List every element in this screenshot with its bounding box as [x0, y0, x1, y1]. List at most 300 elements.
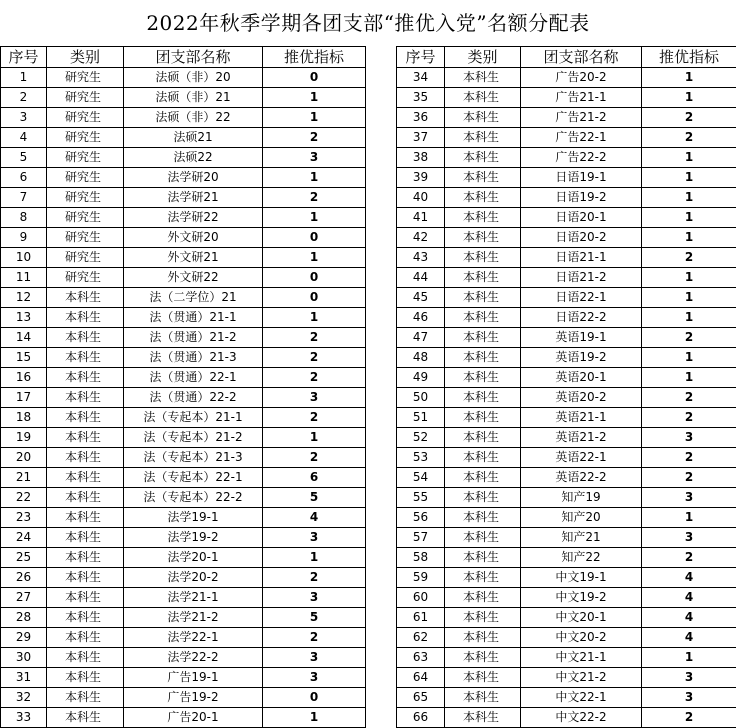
row-quota: 4 [263, 508, 366, 528]
table-row [1, 708, 366, 728]
row-branch-name: 法学20-2 [124, 568, 263, 588]
row-category: 本科生 [47, 308, 124, 328]
row-index: 60 [397, 588, 445, 608]
row-category: 本科生 [47, 668, 124, 688]
row-category: 本科生 [445, 288, 521, 308]
row-quota: 2 [642, 448, 736, 468]
row-branch-name: 日语21-1 [521, 248, 642, 268]
row-branch-name: 广告22-1 [521, 128, 642, 148]
row-category: 本科生 [47, 348, 124, 368]
table-row [1, 388, 366, 408]
row-branch-name: 法（专起本）22-1 [124, 468, 263, 488]
header-index: 序号 [1, 47, 47, 68]
table-row [1, 108, 366, 128]
row-index: 26 [1, 568, 47, 588]
row-quota: 2 [263, 628, 366, 648]
row-branch-name: 法学研21 [124, 188, 263, 208]
row-category: 本科生 [445, 148, 521, 168]
row-branch-name: 中文21-1 [521, 648, 642, 668]
table-row [1, 448, 366, 468]
row-index: 11 [1, 268, 47, 288]
row-quota: 1 [642, 348, 736, 368]
table-row [1, 648, 366, 668]
table-row [397, 68, 736, 88]
table-row [397, 128, 736, 148]
row-index: 57 [397, 528, 445, 548]
table-row [397, 248, 736, 268]
row-branch-name: 法学21-1 [124, 588, 263, 608]
row-category: 本科生 [47, 628, 124, 648]
row-index: 21 [1, 468, 47, 488]
row-index: 35 [397, 88, 445, 108]
row-branch-name: 法硕21 [124, 128, 263, 148]
row-quota: 1 [642, 148, 736, 168]
row-quota: 5 [263, 608, 366, 628]
table-row [1, 88, 366, 108]
row-quota: 2 [642, 548, 736, 568]
row-index: 2 [1, 88, 47, 108]
table-row [1, 228, 366, 248]
row-category: 本科生 [47, 528, 124, 548]
row-index: 55 [397, 488, 445, 508]
row-quota: 2 [263, 368, 366, 388]
row-category: 本科生 [47, 368, 124, 388]
row-category: 本科生 [445, 468, 521, 488]
row-category: 本科生 [47, 548, 124, 568]
row-category: 本科生 [445, 448, 521, 468]
table-row [1, 248, 366, 268]
row-category: 本科生 [445, 188, 521, 208]
table-row [1, 608, 366, 628]
row-branch-name: 中文20-1 [521, 608, 642, 628]
row-quota: 1 [263, 248, 366, 268]
row-branch-name: 广告20-2 [521, 68, 642, 88]
row-branch-name: 英语22-2 [521, 468, 642, 488]
row-index: 32 [1, 688, 47, 708]
row-index: 52 [397, 428, 445, 448]
row-quota: 2 [263, 348, 366, 368]
row-quota: 0 [263, 288, 366, 308]
row-category: 本科生 [47, 588, 124, 608]
row-index: 43 [397, 248, 445, 268]
header-quota: 推优指标 [642, 47, 736, 68]
row-category: 本科生 [445, 528, 521, 548]
table-row [1, 188, 366, 208]
row-category: 本科生 [445, 648, 521, 668]
table-row [1, 208, 366, 228]
row-index: 46 [397, 308, 445, 328]
row-index: 61 [397, 608, 445, 628]
row-index: 31 [1, 668, 47, 688]
row-quota: 1 [642, 368, 736, 388]
row-index: 45 [397, 288, 445, 308]
row-quota: 5 [263, 488, 366, 508]
table-row [397, 208, 736, 228]
row-category: 本科生 [445, 308, 521, 328]
row-quota: 3 [263, 148, 366, 168]
header-row [1, 47, 366, 68]
row-branch-name: 法（贯通）21-2 [124, 328, 263, 348]
row-index: 25 [1, 548, 47, 568]
table-row [397, 448, 736, 468]
row-quota: 1 [263, 88, 366, 108]
row-quota: 1 [642, 508, 736, 528]
row-branch-name: 日语22-1 [521, 288, 642, 308]
row-quota: 3 [263, 528, 366, 548]
row-branch-name: 法（贯通）21-3 [124, 348, 263, 368]
row-branch-name: 法学19-2 [124, 528, 263, 548]
row-category: 本科生 [47, 408, 124, 428]
row-branch-name: 广告22-2 [521, 148, 642, 168]
row-quota: 1 [642, 228, 736, 248]
row-category: 研究生 [47, 148, 124, 168]
table-row [397, 288, 736, 308]
row-quota: 2 [263, 128, 366, 148]
row-branch-name: 日语22-2 [521, 308, 642, 328]
row-branch-name: 日语20-2 [521, 228, 642, 248]
row-branch-name: 法学研22 [124, 208, 263, 228]
row-index: 19 [1, 428, 47, 448]
row-quota: 2 [642, 108, 736, 128]
table-row [1, 268, 366, 288]
table-row [1, 428, 366, 448]
row-category: 本科生 [47, 608, 124, 628]
row-quota: 1 [642, 68, 736, 88]
table-row [397, 308, 736, 328]
row-quota: 3 [263, 668, 366, 688]
row-branch-name: 法硕22 [124, 148, 263, 168]
row-index: 59 [397, 568, 445, 588]
row-category: 本科生 [445, 128, 521, 148]
row-quota: 3 [642, 488, 736, 508]
row-index: 66 [397, 708, 445, 728]
table-row [1, 528, 366, 548]
row-index: 13 [1, 308, 47, 328]
row-category: 本科生 [445, 628, 521, 648]
table-row [397, 168, 736, 188]
row-branch-name: 法（二学位）21 [124, 288, 263, 308]
row-category: 研究生 [47, 168, 124, 188]
row-category: 本科生 [47, 388, 124, 408]
row-quota: 1 [263, 548, 366, 568]
row-index: 41 [397, 208, 445, 228]
row-quota: 1 [263, 168, 366, 188]
table-row [397, 688, 736, 708]
row-index: 48 [397, 348, 445, 368]
table-row [397, 408, 736, 428]
row-index: 56 [397, 508, 445, 528]
row-category: 研究生 [47, 208, 124, 228]
row-quota: 0 [263, 688, 366, 708]
row-quota: 2 [263, 408, 366, 428]
row-category: 研究生 [47, 188, 124, 208]
row-quota: 6 [263, 468, 366, 488]
row-quota: 2 [642, 408, 736, 428]
table-row [397, 548, 736, 568]
row-category: 本科生 [445, 88, 521, 108]
row-category: 本科生 [47, 508, 124, 528]
row-index: 49 [397, 368, 445, 388]
row-index: 64 [397, 668, 445, 688]
table-row [397, 508, 736, 528]
row-branch-name: 外文研21 [124, 248, 263, 268]
row-branch-name: 日语21-2 [521, 268, 642, 288]
row-quota: 0 [263, 268, 366, 288]
row-branch-name: 知产20 [521, 508, 642, 528]
table-row [1, 568, 366, 588]
row-branch-name: 中文19-2 [521, 588, 642, 608]
table-row [1, 508, 366, 528]
row-branch-name: 广告19-2 [124, 688, 263, 708]
row-quota: 2 [263, 568, 366, 588]
table-row [1, 628, 366, 648]
row-index: 63 [397, 648, 445, 668]
table-row [1, 408, 366, 428]
table-row [397, 648, 736, 668]
row-quota: 3 [263, 588, 366, 608]
table-row [397, 488, 736, 508]
row-branch-name: 法硕（非）22 [124, 108, 263, 128]
row-index: 3 [1, 108, 47, 128]
row-branch-name: 中文19-1 [521, 568, 642, 588]
row-category: 研究生 [47, 88, 124, 108]
quota-tables [0, 46, 736, 727]
row-index: 9 [1, 228, 47, 248]
row-quota: 2 [642, 328, 736, 348]
table-row [397, 668, 736, 688]
row-category: 本科生 [445, 708, 521, 728]
row-quota: 1 [642, 288, 736, 308]
row-category: 本科生 [445, 488, 521, 508]
row-branch-name: 日语20-1 [521, 208, 642, 228]
row-index: 20 [1, 448, 47, 468]
row-quota: 1 [642, 208, 736, 228]
table-row [397, 148, 736, 168]
row-branch-name: 日语19-2 [521, 188, 642, 208]
row-branch-name: 知产21 [521, 528, 642, 548]
row-category: 本科生 [445, 668, 521, 688]
page-title: 2022年秋季学期各团支部“推优入党”名额分配表 [0, 0, 736, 46]
row-index: 34 [397, 68, 445, 88]
row-category: 本科生 [47, 568, 124, 588]
table-row [397, 608, 736, 628]
row-category: 本科生 [445, 428, 521, 448]
row-branch-name: 法学20-1 [124, 548, 263, 568]
row-quota: 1 [642, 268, 736, 288]
table-row [397, 708, 736, 728]
row-index: 53 [397, 448, 445, 468]
row-index: 10 [1, 248, 47, 268]
row-category: 研究生 [47, 128, 124, 148]
row-quota: 4 [642, 588, 736, 608]
row-index: 24 [1, 528, 47, 548]
row-index: 62 [397, 628, 445, 648]
row-branch-name: 英语19-2 [521, 348, 642, 368]
row-category: 本科生 [47, 448, 124, 468]
row-index: 15 [1, 348, 47, 368]
row-index: 22 [1, 488, 47, 508]
row-index: 42 [397, 228, 445, 248]
row-index: 33 [1, 708, 47, 728]
table-row [1, 548, 366, 568]
row-branch-name: 英语19-1 [521, 328, 642, 348]
row-index: 51 [397, 408, 445, 428]
row-index: 54 [397, 468, 445, 488]
row-category: 本科生 [47, 428, 124, 448]
table-row [397, 468, 736, 488]
row-branch-name: 广告20-1 [124, 708, 263, 728]
row-index: 47 [397, 328, 445, 348]
row-index: 4 [1, 128, 47, 148]
table-row [1, 588, 366, 608]
header-row [397, 47, 736, 68]
row-quota: 1 [642, 308, 736, 328]
table-row [397, 88, 736, 108]
row-branch-name: 法学研20 [124, 168, 263, 188]
quota-table-left [0, 46, 366, 728]
table-row [397, 108, 736, 128]
table-row [397, 428, 736, 448]
row-branch-name: 法硕（非）21 [124, 88, 263, 108]
row-branch-name: 广告19-1 [124, 668, 263, 688]
table-row [1, 468, 366, 488]
table-row [397, 228, 736, 248]
row-category: 本科生 [445, 408, 521, 428]
row-quota: 2 [642, 248, 736, 268]
row-quota: 1 [263, 428, 366, 448]
table-row [397, 628, 736, 648]
row-index: 30 [1, 648, 47, 668]
row-category: 本科生 [445, 228, 521, 248]
row-quota: 4 [642, 568, 736, 588]
row-quota: 3 [642, 528, 736, 548]
row-quota: 4 [642, 608, 736, 628]
row-index: 58 [397, 548, 445, 568]
row-category: 研究生 [47, 268, 124, 288]
header-index: 序号 [397, 47, 445, 68]
row-category: 研究生 [47, 68, 124, 88]
row-quota: 1 [263, 708, 366, 728]
row-branch-name: 外文研20 [124, 228, 263, 248]
row-branch-name: 广告21-1 [521, 88, 642, 108]
table-row [1, 488, 366, 508]
row-branch-name: 英语20-2 [521, 388, 642, 408]
row-quota: 1 [642, 168, 736, 188]
header-category: 类别 [47, 47, 124, 68]
row-category: 本科生 [47, 468, 124, 488]
table-row [1, 348, 366, 368]
row-category: 本科生 [445, 68, 521, 88]
row-quota: 1 [263, 108, 366, 128]
row-quota: 2 [642, 388, 736, 408]
row-branch-name: 英语21-2 [521, 428, 642, 448]
row-index: 44 [397, 268, 445, 288]
table-row [397, 528, 736, 548]
row-index: 27 [1, 588, 47, 608]
row-branch-name: 中文22-2 [521, 708, 642, 728]
row-category: 本科生 [445, 208, 521, 228]
row-branch-name: 外文研22 [124, 268, 263, 288]
table-row [1, 168, 366, 188]
row-quota: 1 [263, 308, 366, 328]
row-quota: 3 [642, 428, 736, 448]
row-index: 40 [397, 188, 445, 208]
row-category: 本科生 [445, 608, 521, 628]
row-branch-name: 法（专起本）22-2 [124, 488, 263, 508]
row-quota: 1 [642, 188, 736, 208]
row-category: 本科生 [47, 648, 124, 668]
row-branch-name: 英语21-1 [521, 408, 642, 428]
table-row [397, 388, 736, 408]
row-quota: 2 [263, 448, 366, 468]
table-row [1, 308, 366, 328]
row-index: 23 [1, 508, 47, 528]
row-quota: 2 [642, 128, 736, 148]
row-category: 本科生 [445, 548, 521, 568]
row-branch-name: 日语19-1 [521, 168, 642, 188]
table-row [397, 328, 736, 348]
row-branch-name: 英语22-1 [521, 448, 642, 468]
table-row [397, 568, 736, 588]
row-branch-name: 法（专起本）21-2 [124, 428, 263, 448]
table-row [1, 148, 366, 168]
row-branch-name: 法学21-2 [124, 608, 263, 628]
header-category: 类别 [445, 47, 521, 68]
table-row [1, 128, 366, 148]
row-index: 37 [397, 128, 445, 148]
row-quota: 2 [642, 468, 736, 488]
row-branch-name: 法（贯通）21-1 [124, 308, 263, 328]
row-category: 本科生 [445, 388, 521, 408]
row-index: 28 [1, 608, 47, 628]
header-branch-name: 团支部名称 [521, 47, 642, 68]
row-quota: 3 [263, 648, 366, 668]
table-row [397, 588, 736, 608]
row-branch-name: 中文22-1 [521, 688, 642, 708]
table-row [397, 348, 736, 368]
row-index: 38 [397, 148, 445, 168]
row-index: 6 [1, 168, 47, 188]
row-index: 16 [1, 368, 47, 388]
row-index: 18 [1, 408, 47, 428]
row-category: 本科生 [445, 688, 521, 708]
row-category: 研究生 [47, 248, 124, 268]
row-category: 本科生 [445, 568, 521, 588]
row-category: 本科生 [445, 268, 521, 288]
row-index: 12 [1, 288, 47, 308]
table-row [1, 68, 366, 88]
row-index: 50 [397, 388, 445, 408]
row-category: 本科生 [47, 688, 124, 708]
row-branch-name: 中文20-2 [521, 628, 642, 648]
row-quota: 4 [642, 628, 736, 648]
row-category: 研究生 [47, 108, 124, 128]
row-quota: 1 [642, 88, 736, 108]
table-body-left [1, 68, 366, 728]
row-quota: 1 [263, 208, 366, 228]
row-index: 14 [1, 328, 47, 348]
row-category: 本科生 [445, 328, 521, 348]
row-quota: 0 [263, 68, 366, 88]
row-index: 36 [397, 108, 445, 128]
row-quota: 2 [263, 328, 366, 348]
row-index: 7 [1, 188, 47, 208]
row-category: 本科生 [47, 488, 124, 508]
row-index: 29 [1, 628, 47, 648]
row-index: 8 [1, 208, 47, 228]
row-index: 17 [1, 388, 47, 408]
row-branch-name: 法（专起本）21-3 [124, 448, 263, 468]
